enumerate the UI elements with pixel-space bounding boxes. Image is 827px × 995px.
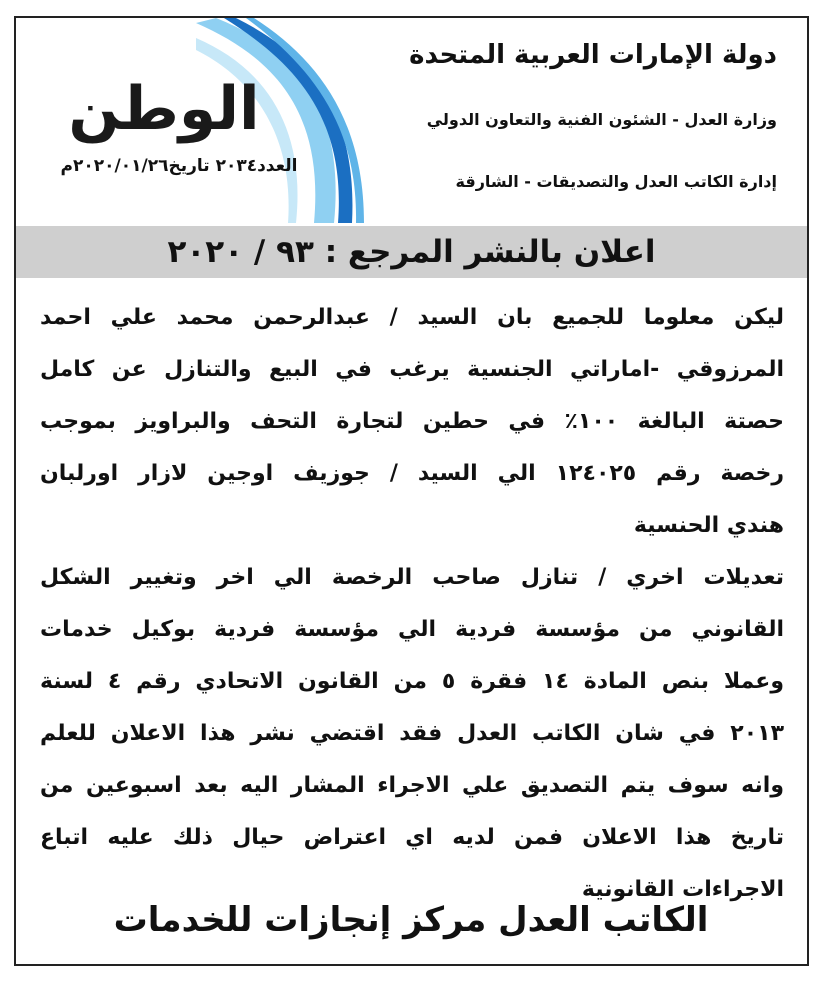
body-line: تعديلات اخري / تنازل صاحب الرخصة الي اخر وتغيير الشكل xyxy=(40,565,784,590)
announcement-body xyxy=(40,292,784,916)
department-line: إدارة الكاتب العدل والتصديقات - الشارقة xyxy=(455,172,777,191)
body-line: وانه سوف يتم التصديق علي الاجراء المشار اليه بعد اسبوعين من xyxy=(40,773,784,798)
body-line: وعملا بنص المادة ١٤ فقرة ٥ من القانون الاتحادي رقم ٤ لسنة xyxy=(40,669,784,694)
body-line: المرزوقي -اماراتي الجنسية يرغب في البيع والتنازل عن كامل xyxy=(40,357,784,382)
newspaper-logo: الوطن xyxy=(68,74,260,144)
ministry-line: وزارة العدل - الشئون الفنية والتعاون الدولي xyxy=(426,110,777,129)
state-name: دولة الإمارات العربية المتحدة xyxy=(409,40,777,70)
body-line: ليكن معلوما للجميع بان السيد / عبدالرحمن محمد علي احمد xyxy=(40,305,784,330)
body-line: هندي الحنسية xyxy=(633,513,784,538)
announcement-title-banner xyxy=(16,226,807,278)
body-line: القانوني من مؤسسة فردية الي مؤسسة فردية بوكيل خدمات xyxy=(40,617,784,642)
announcement-title: اعلان بالنشر المرجع : ٩٣ / ٢٠٢٠ xyxy=(167,234,656,270)
body-line: حصتة البالغة ١٠٠٪ في حطين لتجارة التحف والبراويز بموجب xyxy=(40,409,784,434)
body-line: تاريخ هذا الاعلان فمن لديه اي اعتراض حيال ذلك عليه اتباع xyxy=(40,825,784,850)
body-line: الاجراءات القانونية xyxy=(581,877,784,902)
signature: الكاتب العدل مركز إنجازات للخدمات xyxy=(113,900,709,940)
body-line: ٢٠١٣ في شان الكاتب العدل فقد اقتضي نشر هذا الاعلان للعلم xyxy=(40,721,784,746)
announcement-frame xyxy=(14,16,809,966)
issue-number-date: العدد٢٠٣٤ تاريخ٢٠٢٠/٠١/٢٦م xyxy=(60,156,298,176)
body-line: رخصة رقم ١٢٤٠٢٥ الي السيد / جوزيف اوجين لازار اورلبان xyxy=(40,461,784,486)
header xyxy=(16,18,807,223)
